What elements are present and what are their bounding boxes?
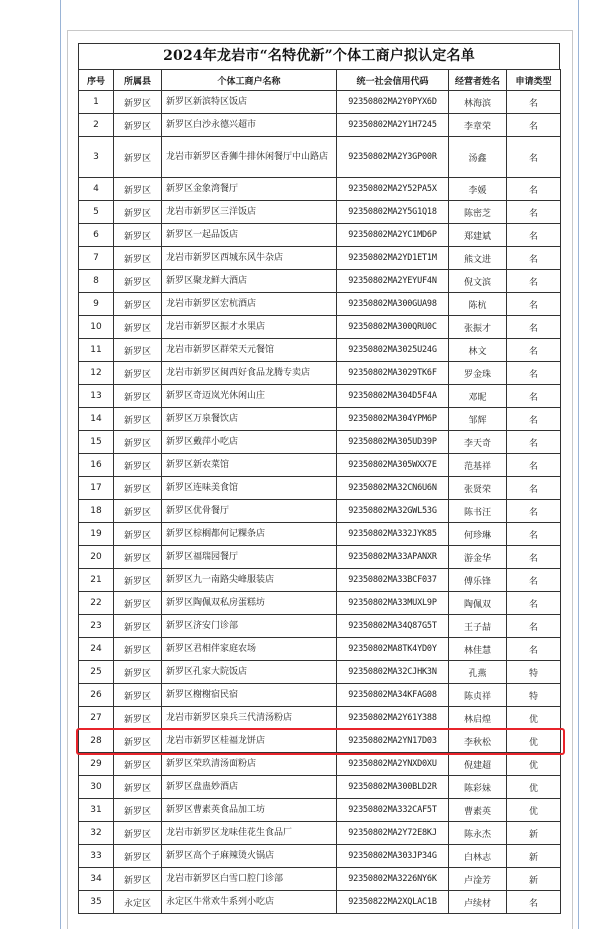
cell-county: 新罗区 <box>114 592 162 615</box>
cell-owner: 熊文进 <box>449 247 507 270</box>
cell-credit-code: 92350802MA2Y52PA5X <box>337 178 449 201</box>
cell-county: 新罗区 <box>114 224 162 247</box>
cell-owner: 陈杭 <box>449 293 507 316</box>
cell-name: 龙岩市新罗区西城东风牛杂店 <box>162 247 337 270</box>
table-row <box>79 592 561 615</box>
cell-type: 名 <box>507 615 561 638</box>
cell-county: 新罗区 <box>114 868 162 891</box>
cell-no: 3 <box>79 137 114 178</box>
cell-county: 新罗区 <box>114 270 162 293</box>
cell-owner: 王子喆 <box>449 615 507 638</box>
cell-credit-code: 92350822MA2XQLAC1B <box>337 891 449 914</box>
cell-no: 1 <box>79 91 114 114</box>
cell-type: 名 <box>507 293 561 316</box>
cell-credit-code: 92350802MA3029TK6F <box>337 362 449 385</box>
table-row <box>79 845 561 868</box>
cell-name: 龙岩市新罗区闽西好食品龙腾专卖店 <box>162 362 337 385</box>
cell-no: 26 <box>79 684 114 707</box>
table-row <box>79 523 561 546</box>
cell-credit-code: 92350802MA32CN6U6N <box>337 477 449 500</box>
cell-name: 新罗区奇迈岚光休闲山庄 <box>162 385 337 408</box>
table-row <box>79 500 561 523</box>
table-row <box>79 753 561 776</box>
cell-owner: 李秋松 <box>449 730 507 753</box>
cell-type: 名 <box>507 569 561 592</box>
cell-county: 新罗区 <box>114 362 162 385</box>
cell-name: 龙岩市新罗区桂福龙饼店 <box>162 730 337 753</box>
cell-name: 新罗区陶佩双私房蛋糕坊 <box>162 592 337 615</box>
cell-name: 新罗区荣玖清汤面粉店 <box>162 753 337 776</box>
cell-type: 名 <box>507 316 561 339</box>
cell-type: 名 <box>507 592 561 615</box>
cell-type: 名 <box>507 224 561 247</box>
cell-name: 龙岩市新罗区三洋饭店 <box>162 201 337 224</box>
cell-no: 13 <box>79 385 114 408</box>
cell-county: 新罗区 <box>114 431 162 454</box>
cell-no: 2 <box>79 114 114 137</box>
cell-credit-code: 92350802MA332CAF5T <box>337 799 449 822</box>
cell-owner: 陈密芝 <box>449 201 507 224</box>
table-row <box>79 385 561 408</box>
table-row <box>79 224 561 247</box>
cell-county: 新罗区 <box>114 114 162 137</box>
cell-name: 新罗区聚龙鲜大酒店 <box>162 270 337 293</box>
cell-owner: 林文 <box>449 339 507 362</box>
cell-name: 龙岩市新罗区香狮牛排休闲餐厅中山路店 <box>162 137 337 178</box>
cell-no: 5 <box>79 201 114 224</box>
table-row <box>79 891 561 914</box>
cell-county: 新罗区 <box>114 293 162 316</box>
merchant-table <box>78 69 561 914</box>
cell-type: 名 <box>507 477 561 500</box>
cell-county: 新罗区 <box>114 569 162 592</box>
cell-no: 33 <box>79 845 114 868</box>
cell-type: 名 <box>507 891 561 914</box>
cell-type: 新 <box>507 845 561 868</box>
table-row <box>79 822 561 845</box>
cell-name: 新罗区优骨餐厅 <box>162 500 337 523</box>
cell-credit-code: 92350802MA34KFAG08 <box>337 684 449 707</box>
cell-county: 新罗区 <box>114 201 162 224</box>
cell-type: 优 <box>507 753 561 776</box>
table-row <box>79 431 561 454</box>
cell-no: 12 <box>79 362 114 385</box>
cell-county: 新罗区 <box>114 822 162 845</box>
cell-no: 18 <box>79 500 114 523</box>
cell-no: 6 <box>79 224 114 247</box>
cell-owner: 白林志 <box>449 845 507 868</box>
cell-no: 32 <box>79 822 114 845</box>
cell-owner: 邹辉 <box>449 408 507 431</box>
cell-owner: 陈彩妹 <box>449 776 507 799</box>
cell-no: 4 <box>79 178 114 201</box>
cell-type: 名 <box>507 178 561 201</box>
cell-county: 新罗区 <box>114 799 162 822</box>
cell-credit-code: 92350802MA305UD39P <box>337 431 449 454</box>
cell-no: 23 <box>79 615 114 638</box>
table-row <box>79 684 561 707</box>
cell-credit-code: 92350802MA303JP34G <box>337 845 449 868</box>
cell-owner: 游金华 <box>449 546 507 569</box>
left-border-line <box>60 0 61 929</box>
cell-name: 新罗区新农菜馆 <box>162 454 337 477</box>
table-row <box>79 247 561 270</box>
cell-no: 28 <box>79 730 114 753</box>
cell-credit-code: 92350802MA8TK4YD0Y <box>337 638 449 661</box>
cell-owner: 李媛 <box>449 178 507 201</box>
cell-credit-code: 92350802MA304YPM6P <box>337 408 449 431</box>
table-row <box>79 454 561 477</box>
table-container <box>78 43 560 914</box>
right-border-line <box>578 0 579 929</box>
cell-owner: 倪建超 <box>449 753 507 776</box>
table-row <box>79 362 561 385</box>
cell-type: 名 <box>507 137 561 178</box>
cell-county: 永定区 <box>114 891 162 914</box>
table-row <box>79 799 561 822</box>
cell-no: 35 <box>79 891 114 914</box>
cell-credit-code: 92350802MA34Q87G5T <box>337 615 449 638</box>
cell-owner: 陈永杰 <box>449 822 507 845</box>
cell-no: 30 <box>79 776 114 799</box>
cell-no: 17 <box>79 477 114 500</box>
cell-credit-code: 92350802MA2Y61Y388 <box>337 707 449 730</box>
cell-name: 新罗区戴萍小吃店 <box>162 431 337 454</box>
cell-owner: 范基祥 <box>449 454 507 477</box>
cell-county: 新罗区 <box>114 546 162 569</box>
cell-credit-code: 92350802MA305WXX7E <box>337 454 449 477</box>
cell-name: 新罗区一起品饭店 <box>162 224 337 247</box>
cell-no: 29 <box>79 753 114 776</box>
cell-name: 新罗区济安门诊部 <box>162 615 337 638</box>
cell-type: 名 <box>507 385 561 408</box>
cell-county: 新罗区 <box>114 477 162 500</box>
cell-name: 龙岩市新罗区白雪口腔门诊部 <box>162 868 337 891</box>
cell-name: 龙岩市新罗区泉兵三代清汤粉店 <box>162 707 337 730</box>
cell-owner: 陈书汪 <box>449 500 507 523</box>
cell-no: 16 <box>79 454 114 477</box>
cell-no: 9 <box>79 293 114 316</box>
cell-credit-code: 92350802MA332JYK85 <box>337 523 449 546</box>
cell-owner: 罗金珠 <box>449 362 507 385</box>
table-row <box>79 270 561 293</box>
cell-no: 11 <box>79 339 114 362</box>
cell-owner: 倪文滨 <box>449 270 507 293</box>
cell-owner: 林佳慧 <box>449 638 507 661</box>
table-row <box>79 91 561 114</box>
table-row <box>79 316 561 339</box>
cell-type: 新 <box>507 868 561 891</box>
cell-credit-code: 92350802MA3226NY6K <box>337 868 449 891</box>
cell-name: 龙岩市新罗区宏杭酒店 <box>162 293 337 316</box>
table-row <box>79 776 561 799</box>
cell-owner: 李章荣 <box>449 114 507 137</box>
cell-owner: 何珍琳 <box>449 523 507 546</box>
table-row <box>79 408 561 431</box>
cell-name: 新罗区万泉餐饮店 <box>162 408 337 431</box>
table-row <box>79 137 561 178</box>
cell-no: 21 <box>79 569 114 592</box>
cell-type: 名 <box>507 114 561 137</box>
cell-no: 27 <box>79 707 114 730</box>
cell-no: 19 <box>79 523 114 546</box>
cell-type: 名 <box>507 270 561 293</box>
cell-name: 新罗区九一南路尖峰服装店 <box>162 569 337 592</box>
table-row <box>79 293 561 316</box>
cell-name: 龙岩市新罗区振才水果店 <box>162 316 337 339</box>
cell-credit-code: 92350802MA2Y72E8KJ <box>337 822 449 845</box>
cell-type: 名 <box>507 546 561 569</box>
header-credit-code: 统一社会信用代码 <box>337 70 449 91</box>
header-owner: 经营者姓名 <box>449 70 507 91</box>
cell-county: 新罗区 <box>114 638 162 661</box>
cell-county: 新罗区 <box>114 845 162 868</box>
cell-credit-code: 92350802MA300QRU0C <box>337 316 449 339</box>
cell-owner: 张振才 <box>449 316 507 339</box>
cell-county: 新罗区 <box>114 91 162 114</box>
cell-type: 特 <box>507 684 561 707</box>
cell-credit-code: 92350802MA304D5F4A <box>337 385 449 408</box>
cell-credit-code: 92350802MA32GWL53G <box>337 500 449 523</box>
cell-owner: 汤鑫 <box>449 137 507 178</box>
cell-no: 22 <box>79 592 114 615</box>
cell-credit-code: 92350802MA2Y3GP00R <box>337 137 449 178</box>
cell-type: 名 <box>507 500 561 523</box>
header-name: 个体工商户名称 <box>162 70 337 91</box>
cell-no: 10 <box>79 316 114 339</box>
cell-type: 优 <box>507 707 561 730</box>
cell-county: 新罗区 <box>114 247 162 270</box>
cell-credit-code: 92350802MA300GUA98 <box>337 293 449 316</box>
cell-owner: 曹素英 <box>449 799 507 822</box>
cell-type: 名 <box>507 339 561 362</box>
cell-credit-code: 92350802MA300BLD2R <box>337 776 449 799</box>
cell-owner: 张贤荣 <box>449 477 507 500</box>
cell-type: 优 <box>507 776 561 799</box>
cell-county: 新罗区 <box>114 684 162 707</box>
cell-type: 名 <box>507 638 561 661</box>
document-title: 2024年龙岩市“名特优新”个体工商户拟认定名单 <box>78 43 560 69</box>
cell-county: 新罗区 <box>114 339 162 362</box>
table-row <box>79 114 561 137</box>
cell-owner: 林启煌 <box>449 707 507 730</box>
cell-type: 优 <box>507 730 561 753</box>
cell-no: 20 <box>79 546 114 569</box>
cell-owner: 孔燕 <box>449 661 507 684</box>
cell-type: 特 <box>507 661 561 684</box>
cell-county: 新罗区 <box>114 500 162 523</box>
cell-credit-code: 92350802MA2YEYUF4N <box>337 270 449 293</box>
cell-name: 新罗区连味美食馆 <box>162 477 337 500</box>
cell-owner: 林海滨 <box>449 91 507 114</box>
cell-type: 名 <box>507 523 561 546</box>
header-type: 申请类型 <box>507 70 561 91</box>
cell-county: 新罗区 <box>114 776 162 799</box>
cell-owner: 陶佩双 <box>449 592 507 615</box>
cell-name: 新罗区君相伴家庭农场 <box>162 638 337 661</box>
cell-no: 7 <box>79 247 114 270</box>
cell-county: 新罗区 <box>114 707 162 730</box>
cell-credit-code: 92350802MA32CJHK3N <box>337 661 449 684</box>
cell-no: 15 <box>79 431 114 454</box>
table-row <box>79 178 561 201</box>
table-row <box>79 707 561 730</box>
table-body <box>79 91 561 914</box>
cell-name: 新罗区榭榭宿民宿 <box>162 684 337 707</box>
table-header-row <box>79 70 561 91</box>
cell-type: 优 <box>507 799 561 822</box>
cell-name: 新罗区孔家大院饭店 <box>162 661 337 684</box>
cell-county: 新罗区 <box>114 137 162 178</box>
cell-type: 名 <box>507 408 561 431</box>
table-row <box>79 638 561 661</box>
cell-county: 新罗区 <box>114 385 162 408</box>
cell-no: 24 <box>79 638 114 661</box>
table-row <box>79 615 561 638</box>
cell-type: 名 <box>507 431 561 454</box>
table-row <box>79 868 561 891</box>
cell-type: 名 <box>507 454 561 477</box>
cell-name: 新罗区福瑞园餐厅 <box>162 546 337 569</box>
cell-county: 新罗区 <box>114 316 162 339</box>
cell-credit-code: 92350802MA2Y1H7245 <box>337 114 449 137</box>
cell-county: 新罗区 <box>114 661 162 684</box>
cell-credit-code: 92350802MA33BCF037 <box>337 569 449 592</box>
cell-county: 新罗区 <box>114 615 162 638</box>
cell-type: 名 <box>507 201 561 224</box>
cell-credit-code: 92350802MA2Y0PYX6D <box>337 91 449 114</box>
cell-name: 新罗区白沙永德兴超市 <box>162 114 337 137</box>
table-row <box>79 477 561 500</box>
cell-credit-code: 92350802MA33APANXR <box>337 546 449 569</box>
cell-type: 名 <box>507 91 561 114</box>
header-no: 序号 <box>79 70 114 91</box>
header-county: 所属县 <box>114 70 162 91</box>
cell-credit-code: 92350802MA3025U24G <box>337 339 449 362</box>
cell-county: 新罗区 <box>114 178 162 201</box>
cell-county: 新罗区 <box>114 408 162 431</box>
cell-owner: 卢淦芳 <box>449 868 507 891</box>
cell-owner: 陈贞祥 <box>449 684 507 707</box>
cell-no: 25 <box>79 661 114 684</box>
cell-no: 14 <box>79 408 114 431</box>
cell-county: 新罗区 <box>114 454 162 477</box>
cell-credit-code: 92350802MA2YNXD0XU <box>337 753 449 776</box>
table-row <box>79 339 561 362</box>
cell-name: 新罗区曹素英食品加工坊 <box>162 799 337 822</box>
cell-owner: 卢续材 <box>449 891 507 914</box>
cell-type: 名 <box>507 362 561 385</box>
cell-type: 名 <box>507 247 561 270</box>
cell-county: 新罗区 <box>114 753 162 776</box>
cell-owner: 郑建斌 <box>449 224 507 247</box>
table-row <box>79 661 561 684</box>
cell-name: 新罗区新滨特区饭店 <box>162 91 337 114</box>
cell-credit-code: 92350802MA2YD1ET1M <box>337 247 449 270</box>
cell-no: 31 <box>79 799 114 822</box>
table-row <box>79 730 561 753</box>
cell-county: 新罗区 <box>114 730 162 753</box>
cell-owner: 邓昵 <box>449 385 507 408</box>
cell-owner: 傅乐锋 <box>449 569 507 592</box>
cell-name: 新罗区高个子麻辣烫火锅店 <box>162 845 337 868</box>
cell-no: 8 <box>79 270 114 293</box>
table-row <box>79 201 561 224</box>
cell-name: 新罗区金象湾餐厅 <box>162 178 337 201</box>
table-row <box>79 569 561 592</box>
cell-no: 34 <box>79 868 114 891</box>
cell-owner: 李天奇 <box>449 431 507 454</box>
cell-credit-code: 92350802MA2YN17D03 <box>337 730 449 753</box>
cell-name: 龙岩市新罗区群荣天元餐馆 <box>162 339 337 362</box>
cell-credit-code: 92350802MA2Y5G1Q18 <box>337 201 449 224</box>
cell-credit-code: 92350802MA33MUXL9P <box>337 592 449 615</box>
cell-name: 龙岩市新罗区龙味佳花生食品厂 <box>162 822 337 845</box>
cell-name: 新罗区盘蛊妙酒店 <box>162 776 337 799</box>
cell-name: 永定区牛常欢牛系列小吃店 <box>162 891 337 914</box>
cell-type: 新 <box>507 822 561 845</box>
table-row <box>79 546 561 569</box>
cell-name: 新罗区棕榈都何记粿条店 <box>162 523 337 546</box>
cell-county: 新罗区 <box>114 523 162 546</box>
cell-credit-code: 92350802MA2YC1MD6P <box>337 224 449 247</box>
